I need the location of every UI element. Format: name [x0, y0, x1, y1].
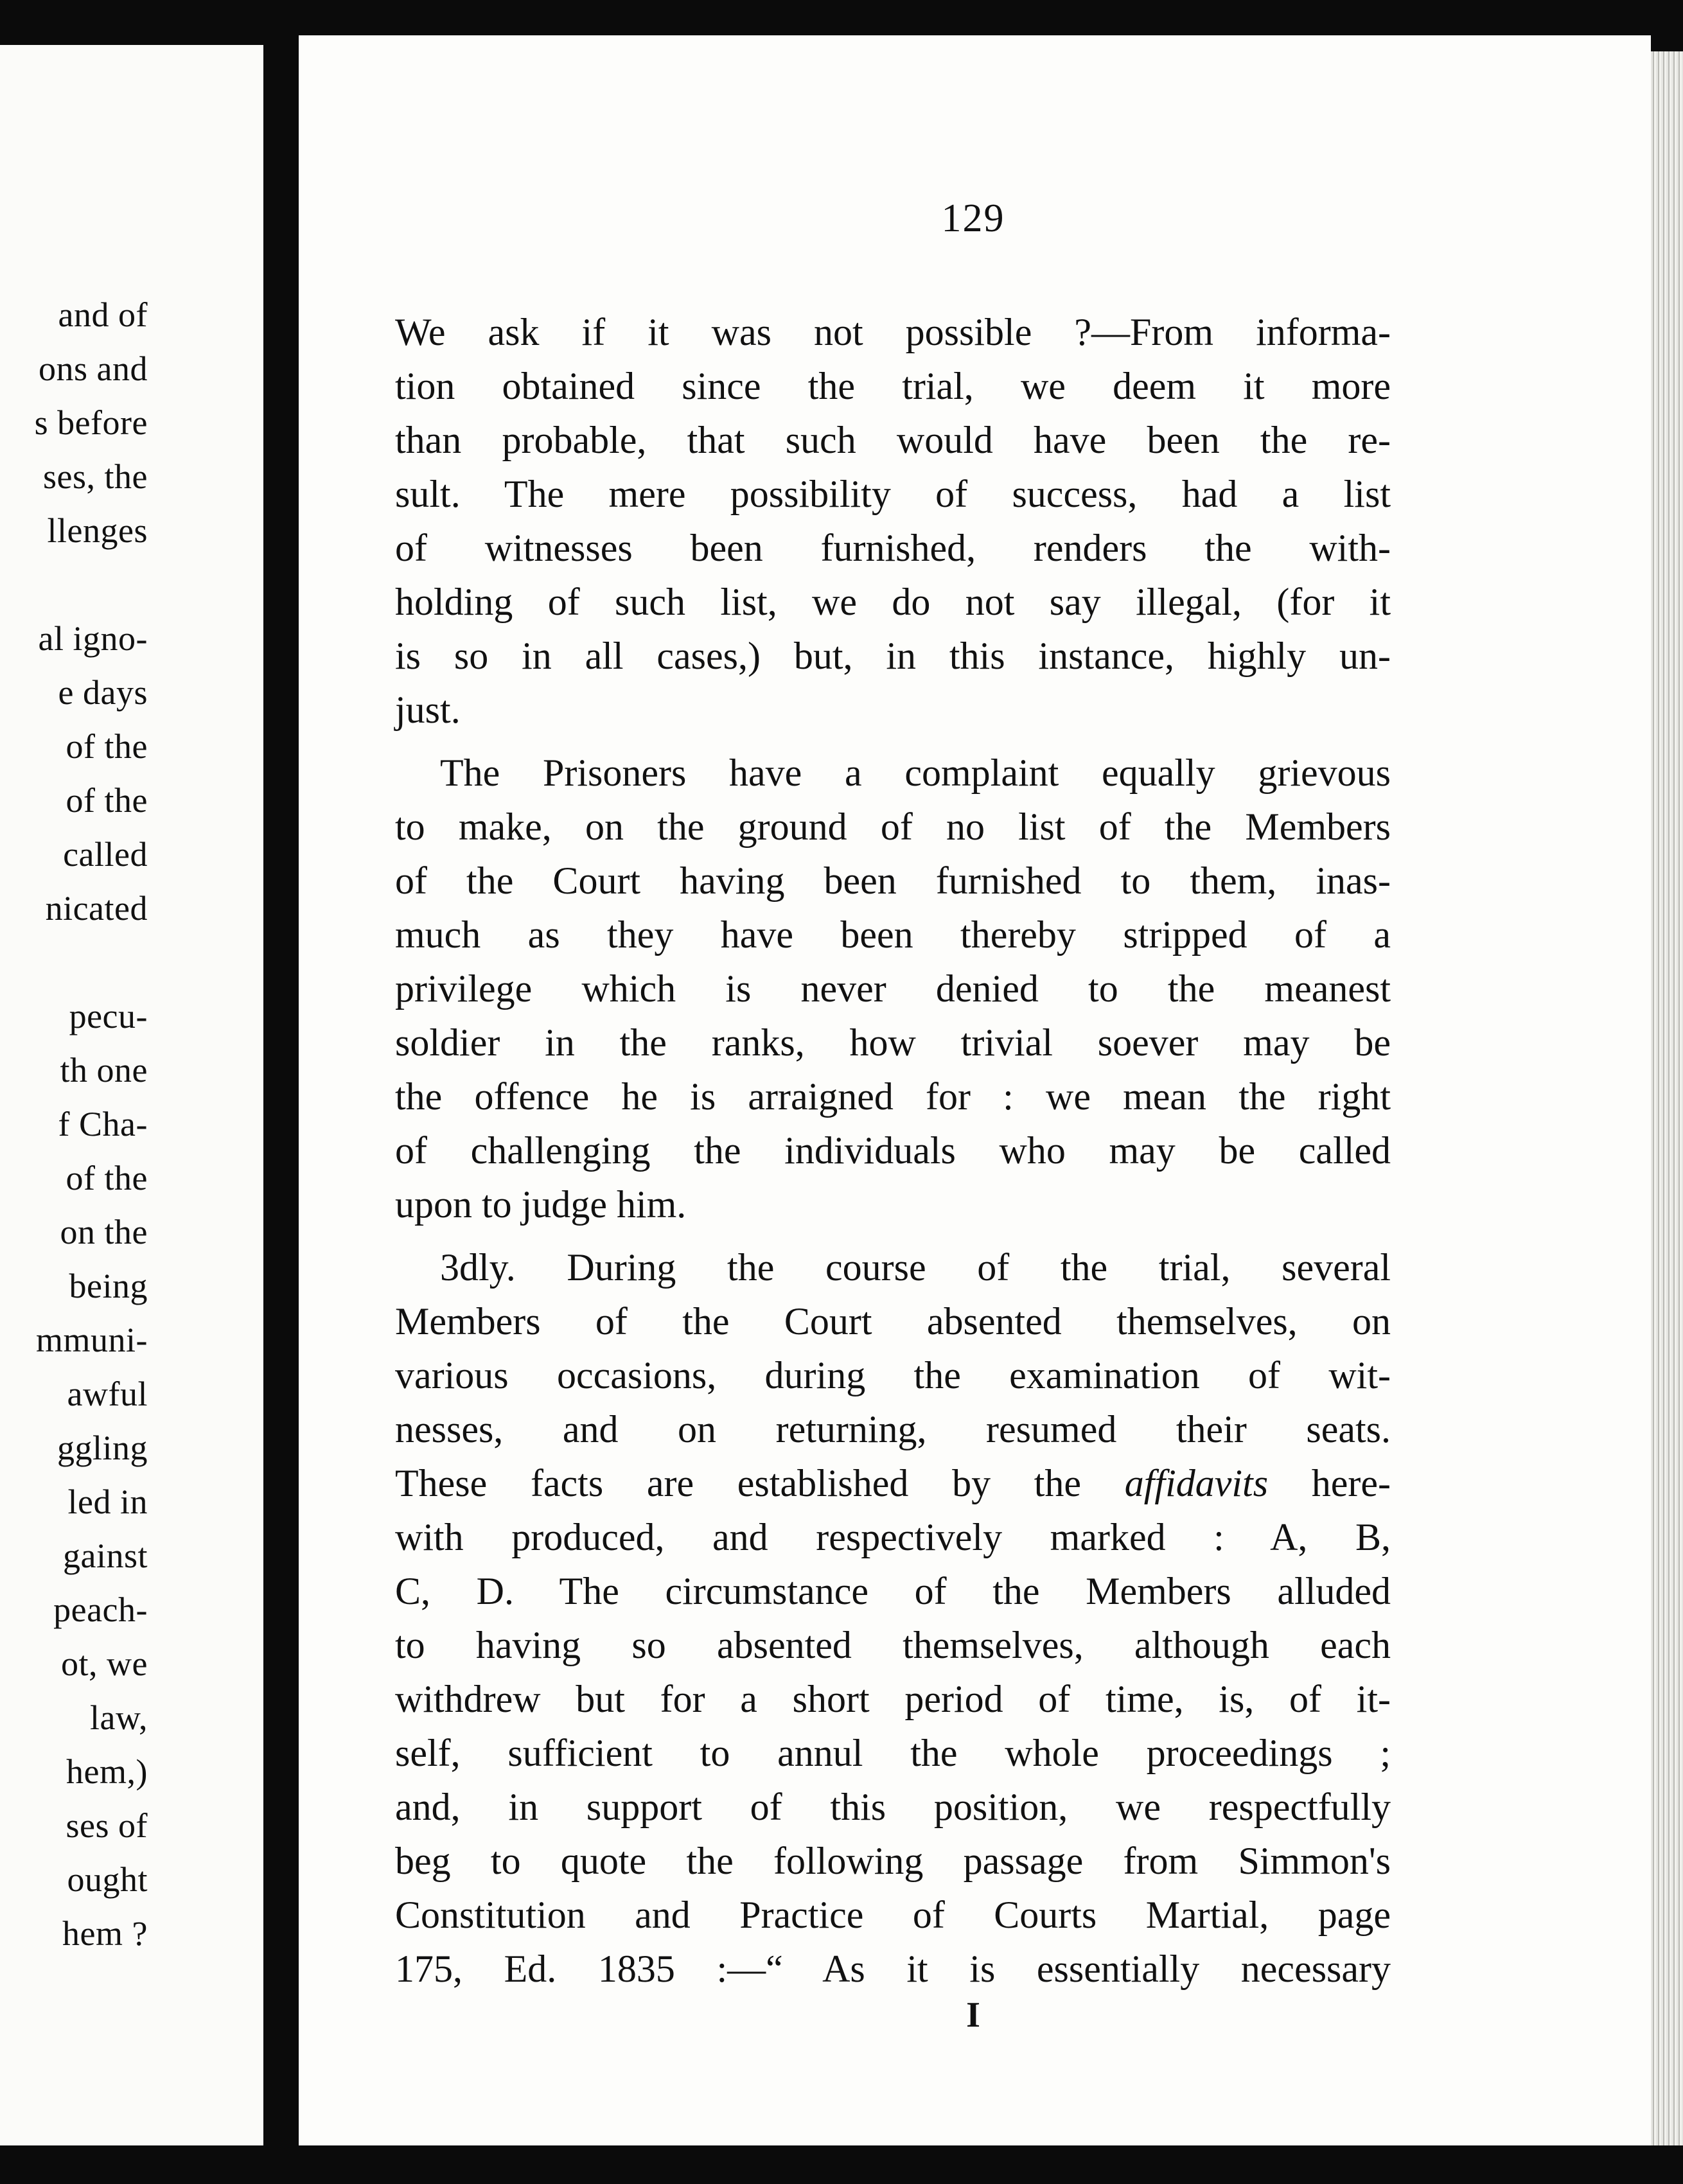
left-line: ses, the — [43, 457, 148, 496]
signature-mark: I — [966, 1995, 980, 2035]
left-line: called — [63, 835, 148, 874]
text-segment: here- — [1311, 1462, 1391, 1504]
text-line: of challenging the individuals who may be called — [395, 1129, 1391, 1172]
left-line: awful — [67, 1375, 148, 1413]
text-line: tion obtained since the trial, we deem it more — [395, 365, 1391, 407]
text-line: privilege which is never denied to the meanest — [395, 967, 1391, 1010]
left-line: of the — [66, 1159, 148, 1197]
italic-term: affidavits — [1124, 1462, 1269, 1504]
left-line: on the — [60, 1213, 148, 1251]
page-edges — [1651, 51, 1683, 2145]
left-line: ought — [67, 1860, 148, 1899]
text-line: upon to judge him. — [395, 1183, 687, 1226]
left-line: of the — [66, 781, 148, 820]
text-line: is so in all cases,) but, in this instance, highly un- — [395, 635, 1391, 677]
left-line: llenges — [47, 511, 148, 550]
text-line: 175, Ed. 1835 :—“ As it is essentially necessary — [395, 1948, 1391, 1990]
text-line: withdrew but for a short period of time, is, of it- — [395, 1678, 1391, 1720]
text-segment: These facts are established by the — [395, 1462, 1082, 1504]
page-number: 129 — [941, 197, 1005, 240]
text-line: nesses, and on returning, resumed their seats. — [395, 1408, 1391, 1450]
left-line: ons and — [39, 349, 148, 388]
left-line: gainst — [63, 1537, 148, 1575]
text-line: beg to quote the following passage from Simmon's — [395, 1840, 1391, 1882]
text-line: much as they have been thereby stripped of a — [395, 913, 1391, 956]
left-line: nicated — [45, 889, 148, 928]
text-line: soldier in the ranks, how trivial soever may be — [395, 1021, 1391, 1064]
left-line: e days — [58, 673, 148, 712]
book-gutter — [263, 45, 299, 2145]
text-line: of the Court having been furnished to them, inas- — [395, 859, 1391, 902]
left-line: peach- — [53, 1590, 148, 1629]
text-line: to make, on the ground of no list of the Members — [395, 806, 1391, 848]
scan-border-bottom — [0, 2145, 1683, 2184]
left-line: hem,) — [66, 1752, 148, 1791]
left-line: pecu- — [69, 997, 148, 1035]
text-line: than probable, that such would have been the re- — [395, 419, 1391, 461]
left-line: ggling — [57, 1429, 148, 1467]
left-line: ot, we — [61, 1644, 148, 1683]
left-line: ses of — [66, 1806, 148, 1845]
text-line: Constitution and Practice of Courts Martial, page — [395, 1894, 1391, 1936]
text-line: C, D. The circumstance of the Members alluded — [395, 1570, 1391, 1612]
left-line: s before — [34, 403, 148, 442]
text-line: and, in support of this position, we respectfully — [395, 1786, 1391, 1828]
left-line: al igno- — [38, 619, 148, 658]
text-line: self, sufficient to annul the whole proceedings ; — [395, 1732, 1391, 1774]
text-line: We ask if it was not possible ?—From informa- — [395, 311, 1391, 353]
text-line: various occasions, during the examination of wit- — [395, 1354, 1391, 1396]
left-line: th one — [60, 1051, 148, 1089]
left-line: mmuni- — [36, 1321, 148, 1359]
body-text — [395, 305, 1391, 1996]
left-line: law, — [90, 1698, 148, 1737]
text-line: just. — [395, 689, 461, 731]
left-page-fragment — [0, 45, 263, 2145]
text-line: holding of such list, we do not say illegal, (for it — [395, 581, 1391, 623]
text-line: Members of the Court absented themselves, on — [395, 1300, 1391, 1343]
text-line: to having so absented themselves, although each — [395, 1624, 1391, 1666]
left-line: f Cha- — [58, 1105, 148, 1143]
left-line: of the — [66, 727, 148, 766]
text-line: the offence he is arraigned for : we mean the right — [395, 1075, 1391, 1118]
left-line: hem ? — [62, 1914, 148, 1953]
text-line: sult. The mere possibility of success, had a list — [395, 473, 1391, 515]
text-line: 3dly. During the course of the trial, several — [440, 1246, 1391, 1289]
text-line-with-italic — [395, 1456, 1391, 1510]
right-page — [299, 35, 1651, 2149]
left-line: led in — [67, 1483, 148, 1521]
text-line: The Prisoners have a complaint equally grievous — [440, 752, 1391, 794]
left-line: and of — [58, 295, 148, 334]
left-line: being — [69, 1267, 148, 1305]
text-line: with produced, and respectively marked : A, B, — [395, 1516, 1391, 1558]
text-line: of witnesses been furnished, renders the with- — [395, 527, 1391, 569]
